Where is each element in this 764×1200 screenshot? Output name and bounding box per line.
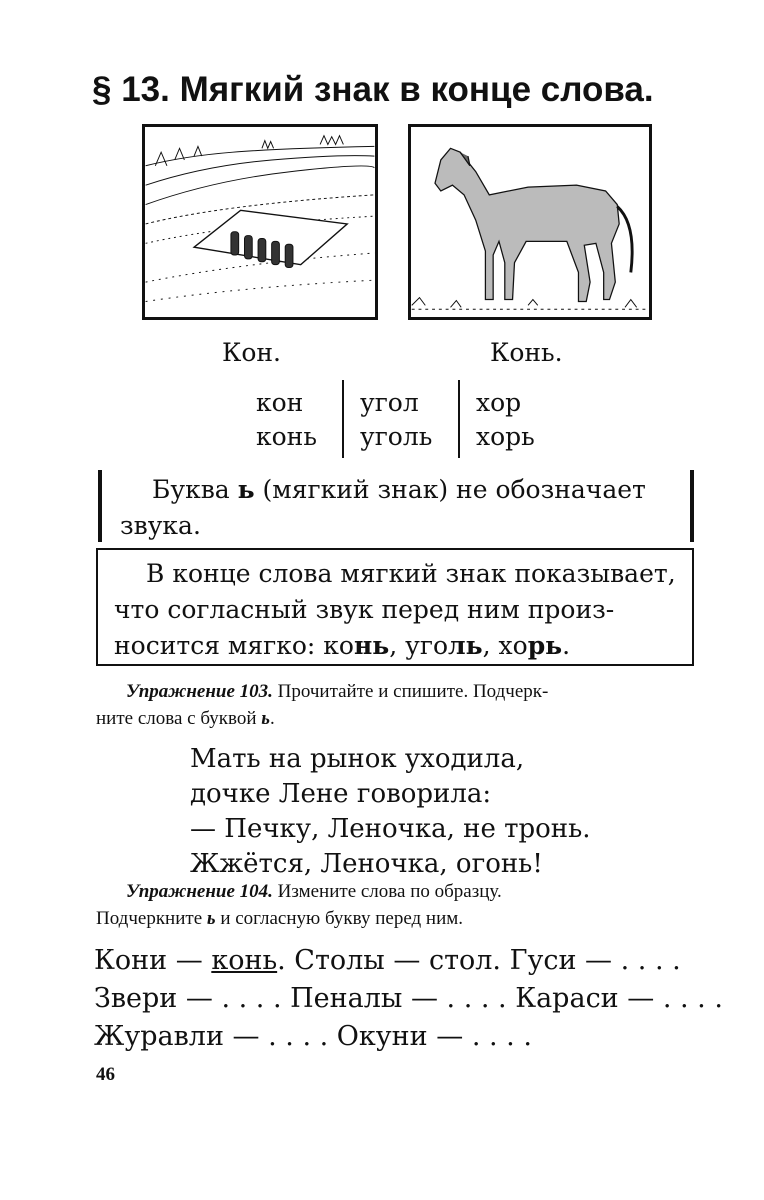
poem-line: — Печку, Леночка, не тронь. — [190, 814, 591, 844]
exercise-instruction: и согласную букву перед ним. — [215, 908, 464, 929]
rule-line-examples — [114, 628, 690, 664]
poem — [190, 742, 591, 882]
exercise-label: Упражнение 103. — [126, 681, 273, 702]
pair-word: кон — [256, 388, 304, 417]
poem-line: Жжётся, Леночка, огонь! — [190, 849, 543, 879]
example-sep: , — [482, 631, 499, 660]
soft-sign-letter: ь — [206, 908, 216, 929]
example-plain: уго — [405, 631, 449, 660]
soft-sign-letter: ь — [261, 708, 270, 729]
pair-word: хор — [476, 388, 522, 417]
pair-word: уголь — [360, 422, 433, 451]
caption-kon: Кон. — [222, 338, 282, 367]
picture-field — [142, 124, 378, 320]
exercise-instruction: Подчеркните — [96, 908, 207, 929]
pair-word: хорь — [476, 422, 535, 451]
pair-divider — [342, 380, 344, 458]
exercise-instruction: . — [269, 708, 275, 729]
example-plain: ко — [323, 631, 354, 660]
example-sep: , — [389, 631, 406, 660]
caption-kon-soft: Конь. — [490, 338, 563, 367]
rule-text: Буква — [152, 475, 238, 504]
drill-line: Журавли — . . . . Окуни — . . . . — [94, 1021, 532, 1052]
horse-illustration — [411, 127, 649, 317]
exercise-instruction: Прочитайте и спишите. Подчерк- — [272, 681, 549, 702]
drill-underlined-word: конь — [211, 945, 278, 976]
exercise-instruction: Измените слова по образцу. — [272, 881, 502, 902]
poem-line: дочке Лене говорила: — [190, 779, 492, 809]
rule-letter-silent — [120, 472, 688, 544]
field-illustration — [145, 127, 375, 317]
example-bold: ль — [448, 631, 483, 660]
example-bold: нь — [353, 631, 390, 660]
example-plain: хо — [498, 631, 528, 660]
pair-word: угол — [360, 388, 419, 417]
rule-bar-right — [690, 470, 694, 542]
pair-column-2 — [360, 386, 432, 454]
example-sep: . — [562, 631, 571, 660]
drill-line: Звери — . . . . Пеналы — . . . . Караси — . . . . — [94, 983, 723, 1014]
rule-bar-left — [98, 470, 102, 542]
rule-text-line2: звука. — [120, 511, 201, 540]
exercise-103-heading — [96, 678, 696, 732]
drill-text: . Столы — стол. Гуси — . . . . — [277, 945, 681, 976]
exercise-instruction: ните слова с буквой — [96, 708, 262, 729]
poem-line: Мать на рынок уходила, — [190, 744, 525, 774]
example-bold: рь — [527, 631, 563, 660]
pair-word: конь — [256, 422, 317, 451]
pair-divider — [458, 380, 460, 458]
exercise-label: Упражнение 104. — [126, 881, 273, 902]
picture-horse — [408, 124, 652, 320]
pair-column-1 — [256, 386, 317, 454]
drill-lines — [94, 942, 723, 1056]
rule-line: В конце слова мягкий знак показывает, — [146, 559, 676, 588]
drill-text: Кони — — [94, 945, 212, 976]
soft-sign-letter: ь — [237, 475, 255, 504]
rule-line: что согласный звук перед ним произ- — [114, 595, 615, 624]
rule-text: (мягкий знак) не обозначает — [254, 475, 646, 504]
drill-line — [94, 942, 723, 980]
pair-column-3 — [476, 386, 535, 454]
rule-text: носится мягко: — [114, 631, 324, 660]
exercise-104-heading — [96, 878, 696, 932]
page-title: § 13. Мягкий знак в конце слова. — [92, 70, 654, 109]
page-number: 46 — [96, 1064, 115, 1085]
rule-soft-sign — [114, 556, 690, 664]
